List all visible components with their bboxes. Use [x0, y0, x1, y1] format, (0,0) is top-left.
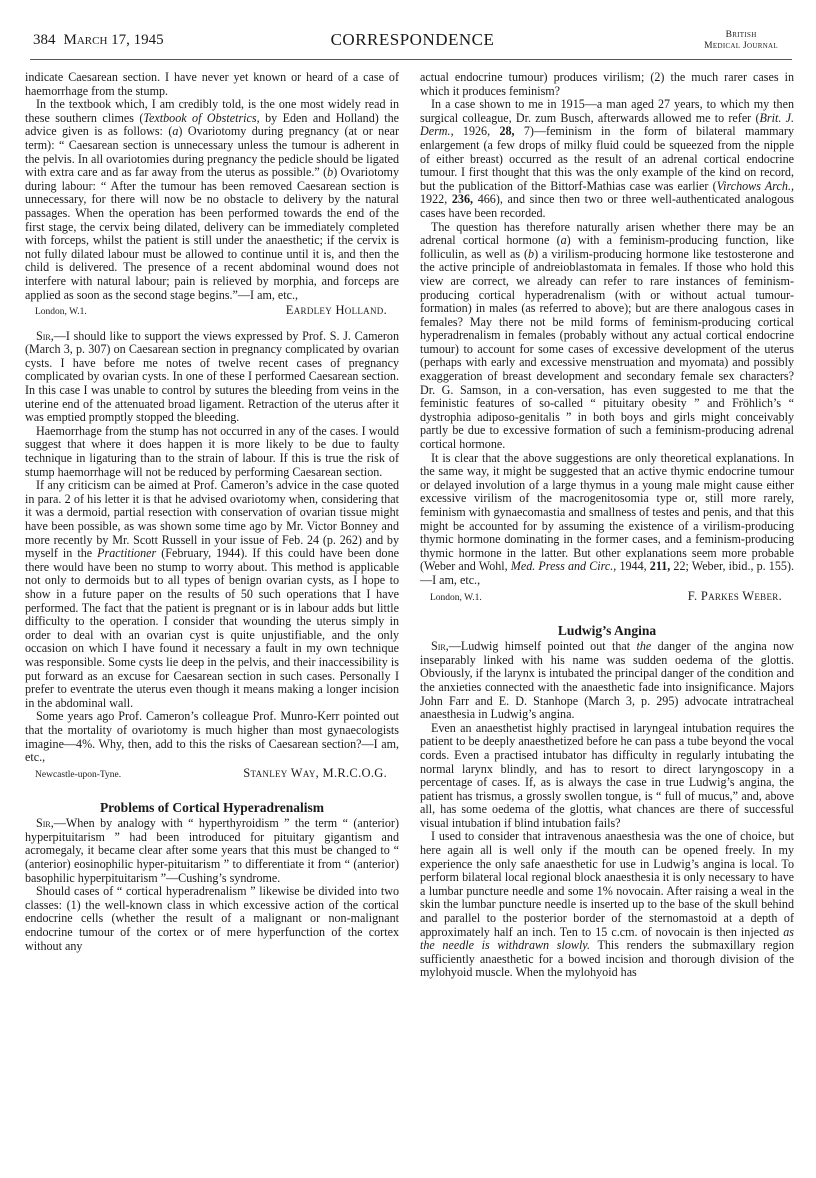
text-run: ) with a feminism-producing function, like folliculin, as well as (: [420, 233, 794, 261]
text-run: —Ludwig himself pointed out that: [448, 639, 637, 654]
text-run: If any criticism can be aimed at Prof. Cameron’s advice in the case quoted in para. 2 of his letter it is that he advised ovariotomy when, considering that it was a dermoid, partial resection with conservation of ovarian tissue might have been possible, as was shown some time ago by Mr. Victor Bonney and more recently by Mr. Scott Russell in your issue of Feb. 24 (p. 262) and by myself in the: [25, 478, 399, 561]
bold-text: 236,: [451, 192, 474, 207]
italic-text: b: [528, 246, 535, 261]
text-run: Even an anaesthetist highly practised in laryngeal intubation requires the patient to be deeply anaesthetized before he can pass a tube beyond the vocal cords. Even a practised intubator has difficulty in regularly intubating the normal larynx blindly, and has to resort to direct laryngoscopy in a percentage of cases. If, as is always the case in true Ludwig’s angina, the patient has trismus, a grossly swollen tongue, is “ full of mucus,” and, above all, has some oedema of the glottis, what chances are there of successful visual intubation if blind intubation fails?: [420, 720, 794, 830]
article-heading: Problems of Cortical Hyperadrenalism: [99, 800, 325, 816]
paragraph: [25, 425, 399, 479]
salutation: Sir,: [36, 328, 54, 343]
signature-place: London, W.1.: [35, 307, 87, 318]
paragraph: [25, 885, 399, 953]
text-run: Some years ago Prof. Cameron’s colleague Prof. Munro-Kerr pointed out that the mortality of ovariotomy is much higher than most gynaecologists imagine—4%. Why, then, add to this the risks of Caesarean section?—I am, etc.,: [25, 709, 399, 765]
paragraph: [25, 479, 399, 710]
paragraph: [420, 452, 794, 588]
text-run: ) Ovariotomy during labour: “ After the tumour has been removed Caesarean section is unnecessary, for there will now be no obstacle to delivery by the natural passages. When the operation has been performed towards the end of the first stage, the cervix being dilated, delivery can be immediately completed with forceps, whilst the patient is still under the anaesthetic; if the cervix is not fully dilated labour must be allowed to continue until it is, and then the child is delivered. The presence of a recent abdominal wound does not interfere with natural labour; pain is relieved by morphia, and forceps are applied as soon as the second stage begins.”—I am, etc.,: [25, 165, 399, 302]
text-run: I used to consider that intravenous anaesthesia was the one of choice, but here again all is well only if the mouth can be opened freely. In my experience the only safe anaesthetic for use in Ludwig’s angina is local. To perform bilateral local regional block anaesthesia it is only necessary to have a lumbar puncture needle and some 1% novocain. After raising a weal in the skin the lumbar puncture needle is inserted up to the base of the skull behind and parallel to the posterior border of the sternomastoid at a depth of approximately half an inch. Ten to 15 c.cm. of novocain is then injected: [420, 829, 794, 939]
text-run: —When by analogy with “ hyperthyroidism ” the term “ (anterior) hyperpituitarism ” had been introduced for pituitary gigantism and acromegaly, it became clear after some years that this must be changed to “ (anterior) eosinophilic hyper-pituitarism ” to differentiate it from “ (anterior) basophilic hyperpituitarism ”—Cushing’s syndrome.: [25, 816, 399, 885]
paragraph: [25, 330, 399, 425]
text-run: 7)—feminism in the form of bilateral mammary enlargement (a few drops of milky fluid could be squeezed from the nipple of either breast) occurred as the result of an adrenal cortical endocrine tumour. I first thought that this was the only example of the kind on record, but the publication of the Bittorf-Mathias case was earlier (: [420, 124, 794, 193]
page-header: [33, 30, 792, 54]
signature-place: Newcastle-upon-Tyne.: [35, 769, 122, 780]
text-run: Should cases of “ cortical hyperadrenalism ” likewise be divided into two classes: (1) the well-known class in which excessive action of the cortical endocrine cells (whether the result of a malignant or non-malignant endocrine tumour of the cortex or of mere hyperfunction of the cortex without any: [25, 884, 399, 953]
journal-name-line2: Medical Journal: [704, 41, 778, 51]
text-run: indicate Caesarean section. I have never yet known or heard of a case of haemorrhage from the stump.: [25, 70, 399, 98]
bold-text: 211,: [649, 559, 671, 574]
text-run: 22; Weber, ibid., p. 155).—I am, etc.,: [420, 559, 795, 587]
text-run: by Eden and Holland) the advice given is as follows: (: [25, 110, 399, 139]
signature-line: [420, 590, 794, 606]
signature-name: F. Parkes Weber.: [687, 588, 782, 603]
paragraph: [420, 722, 794, 831]
italic-text: as the needle is withdrawn slowly.: [420, 924, 794, 953]
page-number: 384: [33, 32, 56, 48]
bold-text: 28,: [499, 124, 515, 139]
signature-line: [25, 304, 399, 320]
paragraph: [420, 830, 794, 980]
text-run: This renders the submaxillary region sufficiently anaesthetic for a bowed incision and thorough division of the mylohyoid muscle. When the mylohyoid has: [420, 938, 794, 980]
header-rule: [30, 59, 792, 60]
journal-name-line1: British: [725, 30, 757, 40]
text-run: actual endocrine tumour) produces virilism; (2) the much rarer cases in which it produces feminism?: [420, 70, 794, 98]
paragraph: [25, 71, 399, 98]
text-run: 1922,: [420, 192, 452, 207]
section-title: CORRESPONDENCE: [330, 30, 495, 49]
italic-text: a: [172, 124, 179, 139]
paragraph: [25, 98, 399, 302]
text-run: 466), and since then two or three well-authenticated analogous cases have been recorded.: [420, 192, 794, 220]
paragraph: [25, 710, 399, 764]
paragraph: [420, 98, 794, 220]
signature-line: [25, 767, 399, 783]
paragraph: [420, 71, 794, 98]
salutation: Sir,: [36, 816, 54, 831]
right-column: [420, 71, 794, 980]
italic-text: b: [327, 165, 334, 180]
salutation: Sir,: [431, 639, 449, 654]
issue-date: March 17, 1945: [63, 32, 164, 48]
signature-name: Stanley Way, M.R.C.O.G.: [243, 765, 387, 780]
text-run: (February, 1944). If this could have been done there would have been no stump to worry about. This method is applicable not only to dermoids but to all types of benign ovarian cysts, as I hope to show in a future paper on the results of 50 such operations that I have performed. The fact that the patient is pregnant or is in labour adds but little difficulty to the operation. I consider that wounding the uterus simply in order to deal with an ovarian cyst is quite unjustifiable, and the only occasion on which I have found it necessary a fault in my own technique was responsible. Some cysts lie deep in the pelvis, and their inaccessibility is put forward as an excuse for Caesarean section in such cases. Personally I prefer to eventrate the uterus even though it means making a longer incision in the abdominal wall.: [25, 546, 399, 710]
text-run: In a case shown to me in 1915—a man aged 27 years, to which my then surgical colleague, Dr. zum Busch, afterwards allowed me to refer (: [420, 97, 794, 125]
text-run: Haemorrhage from the stump has not occurred in any of the cases. I would suggest that where it does happen it is more likely to be due to faulty technique in ligaturing than to the strain of labour. If this is true the risk of stump haemorrhage will not be reduced by performing Caesarean section.: [25, 423, 399, 479]
text-run: —I should like to support the views expressed by Prof. S. J. Cameron (March 3, p. 307) on Caesarean section in pregnancy complicated by ovarian cysts. I have before me notes of twelve recent cases of pregnancy complicated by ovarian cysts. In one of these I performed Caesarean section. In this case I was unable to control by sutures the bleeding from veins in the uterine end of the attenuated broad ligament. Retraction of the uterus after it was emptied promptly stopped the bleeding.: [25, 328, 399, 425]
journal-name: [704, 30, 778, 52]
italic-text: Med. Press and Circ.,: [510, 559, 617, 574]
text-run: 1926,: [453, 124, 500, 139]
text-run: It is clear that the above suggestions are only theoretical explanations. In the same way, it might be suggested that an active thymic endocrine tumour or delayed involution of a large thymus in a young male might cause either excessive virilism of the macrogenitosomia type or, still more rarely, feminism with gynaecomastia and smallness of testes and penis, and that this might be accounted for by assuming the existence of a virilism-producing thymic hormone dominating in the former cases, and a feminism-producing thymic hormone in the latter. But other explanations seem more probable (Weber and Wohl,: [420, 450, 794, 574]
paragraph: [420, 221, 794, 452]
italic-text: Virchows Arch.,: [716, 178, 794, 193]
paragraph: [25, 817, 399, 885]
left-column: [25, 71, 399, 953]
text-run: ) Ovariotomy during pregnancy (at or near term): “ Caesarean section is unnecessary unless the tumour is adherent in the pelvis. In all ovariotomies during pregnancy the pedicle should be ligated with extra care and as far away from the uterus as possible.” (: [25, 124, 399, 180]
italic-text: the: [636, 639, 652, 654]
paragraph: [420, 640, 794, 722]
signature-name: Eardley Holland.: [285, 303, 387, 318]
text-run: The question has therefore naturally arisen whether there may be an adrenal cortical hormone (: [420, 219, 794, 248]
text-run: 1944,: [616, 559, 650, 574]
text-run: danger of the angina now inseparably linked with his name was sudden oedema of the glottis. Obviously, if the larynx is intubated the principal danger of the condition and the anxieties connected with the anaesthetic fade into insignificance. Majors John Farr and E. D. Stanhope (March 3, p. 295) advocate intratracheal anaesthesia in Ludwig’s angina.: [420, 639, 794, 722]
italic-text: a: [560, 233, 567, 248]
article-heading: Ludwig’s Angina: [557, 623, 657, 639]
signature-place: London, W.1.: [430, 592, 482, 603]
text-run: In the textbook which, I am credibly told, is the one most widely read in these southern climes (: [25, 97, 399, 125]
italic-text: Practitioner: [97, 546, 157, 561]
italic-text: Textbook of Obstetrics,: [143, 110, 260, 125]
italic-text: Brit. J. Derm.,: [420, 110, 794, 139]
text-run: ) a virilism-producing hormone like testosterone and the active principle of andreioblastomata in females. If those who hold this view are correct, we already can refer to rare instances of feminism-producing cortical hyperadrenalism (with or without actual tumour-formation) in males (as referred to above); but are there analogous cases in females? May there not be mild forms of feminism-producing cortical hyperadrenalism in females (probably without any actual cortical endocrine tumour) to account for some cases of excessive development of the uterus (perhaps with early and excessive menstruation and myomata) and possibly exaggeration of breast development and secondary female sex characters? Dr. G. Samson, in a con-versation, has even suggested to me that the feministic features of so-called “ pituitary obesity ” and Fröhlich’s “ dystrophia adiposo-genitalis ” in both boys and girls might conceivably partly be due to excessive formation of such a feminism-producing adrenal cortical hormone.: [420, 246, 795, 452]
